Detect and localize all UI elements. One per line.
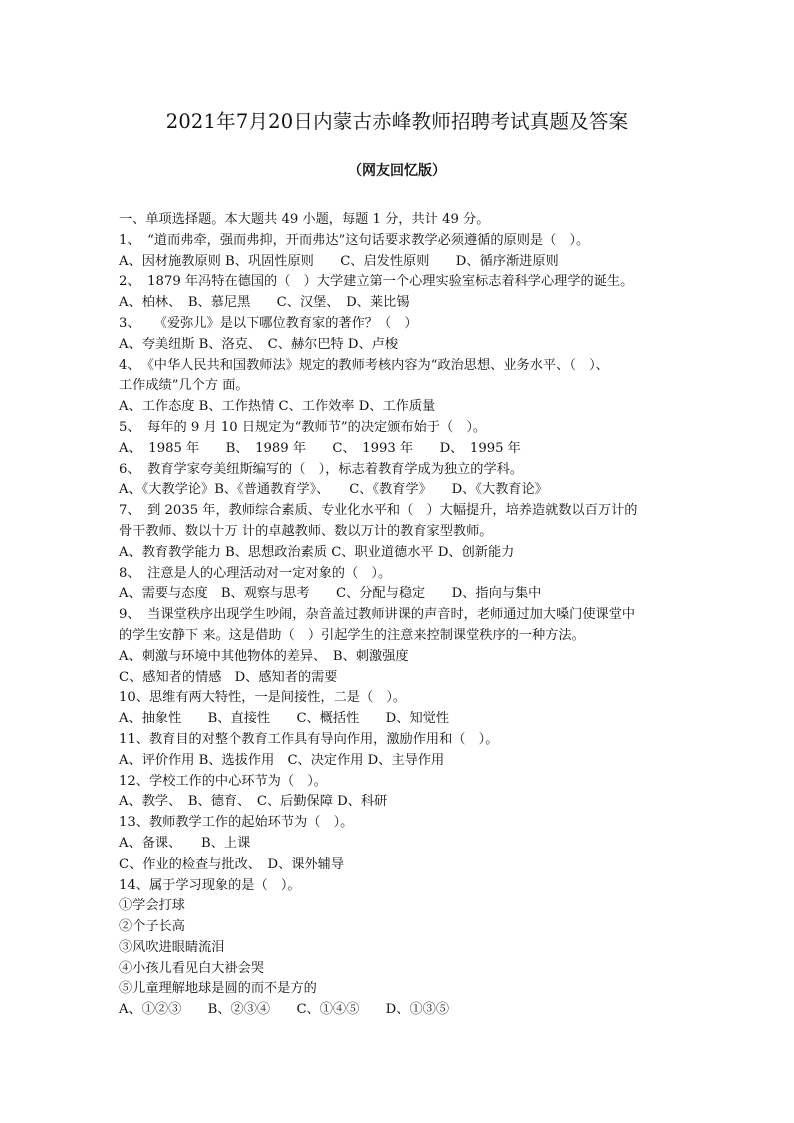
text-line: A、工作态度 B、工作热情 C、工作效率 D、工作质量 [119, 399, 436, 415]
text-line: ⑤儿童理解地球是圆的而不是方的 [119, 981, 317, 997]
document-subtitle: （网友回忆版） [348, 163, 446, 179]
text-line: 6、 教育学家夸美纽斯编写的（ ），标志着教育学成为独立的学科。 [119, 461, 523, 477]
text-line: 10、思维有两大特性，一是间接性，二是（ ）。 [119, 690, 407, 706]
text-line: A、教学、 B、德育、 C、后勤保障 D、科研 [119, 794, 388, 810]
text-line: ②个子长高 [119, 919, 185, 935]
text-line: A、刺激与环境中其他物体的差异、 B、刺激强度 [119, 648, 409, 664]
text-line: 13、教师教学工作的起始环节为（ ）。 [119, 815, 354, 831]
text-line: A、需要与态度 B、观察与思考 C、分配与稳定 D、指向与集中 [119, 586, 542, 602]
text-line: A、因材施教原则 B、巩固性原则 C、启发性原则 D、循序渐进原则 [119, 253, 559, 269]
text-line: ③风吹进眼睛流泪 [119, 939, 225, 955]
text-line: 14、属于学习现象的是（ ）。 [119, 877, 301, 893]
text-line: A、抽象性 B、直接性 C、概括性 D、知觉性 [119, 711, 450, 727]
text-line: 9、 当课堂秩序出现学生吵闹，杂音盖过教师讲课的声音时，老师通过加大嗓门使课堂中 [119, 607, 636, 623]
text-line: 4、 《中华人民共和国教师法》规定的教师考核内容为“政治思想、业务水平、（ ）、 [119, 357, 609, 373]
text-line: ④小孩儿看见白大褂会哭 [119, 960, 265, 976]
text-line: 8、 注意是人的心理活动对一定对象的（ ）。 [119, 565, 392, 581]
text-line: A、教育教学能力 B、思想政治素质 C、职业道德水平 D、创新能力 [119, 544, 515, 560]
text-line: A、评价作用 B、选拔作用 C、决定作用 D、主导作用 [119, 752, 445, 768]
text-line: A、《大教学论》B、《普通教育学》、 C、《教育学》 D、《大教育论》 [119, 482, 548, 498]
text-line: 骨干教师、数以十万 计的卓越教师、数以万计的教育家型教师。 [119, 523, 493, 539]
text-line: A、夸美纽斯 B、洛克、 C、赫尔巴特 D、卢梭 [119, 336, 399, 352]
text-line: A、备课、 B、上课 [119, 835, 251, 851]
text-line: 12、学校工作的中心环节为（ ）。 [119, 773, 327, 789]
text-line: 一、单项选择题。本大题共 49 小题，每题 1 分，共计 49 分。 [119, 212, 490, 227]
text-line: C、感知者的情感 D、感知者的需要 [119, 669, 338, 685]
text-line: C、作业的检查与批改、 D、课外辅导 [119, 856, 345, 872]
text-line: 11、教育目的对整个教育工作具有导向作用，激励作用和（ ）。 [119, 731, 499, 747]
text-line: 1、 “道而弗牵，强而弗抑，开而弗达”这句话要求教学必须遵循的原则是（ ）。 [119, 232, 590, 248]
text-line: 5、 每年的 9 月 10 日规定为“教师节”的决定颁布始于（ ）。 [119, 419, 487, 435]
text-line: A、柏林、 B、慕尼黑 C、汉堡、 D、莱比锡 [119, 295, 410, 311]
text-line: 3、 《爱弥儿》是以下哪位教育家的著作？（ ） [119, 315, 418, 331]
text-line: 2、 1879 年冯特在德国的（ ）大学建立第一个心理实验室标志着科学心理学的诞生。 [119, 274, 634, 290]
text-line: A、 1985 年 B、 1989 年 C、 1993 年 D、 1995 年 [119, 440, 521, 456]
document-title: 2021年7月20日内蒙古赤峰教师招聘考试真题及答案 [165, 110, 629, 133]
text-line: A、①②③ B、②③④ C、①④⑤ D、①③⑤ [119, 1002, 450, 1018]
text-line: 的学生安静下 来。这是借助（ ）引起学生的注意来控制课堂秩序的一种方法。 [119, 627, 585, 643]
document-body [119, 210, 685, 1021]
text-line: ①学会打球 [119, 898, 185, 914]
text-line: 工作成绩”几个方 面。 [119, 378, 249, 394]
text-line: 7、 到 2035 年，教师综合素质、专业化水平和（ ）大幅提升，培养造就数以百万计的 [119, 503, 638, 519]
